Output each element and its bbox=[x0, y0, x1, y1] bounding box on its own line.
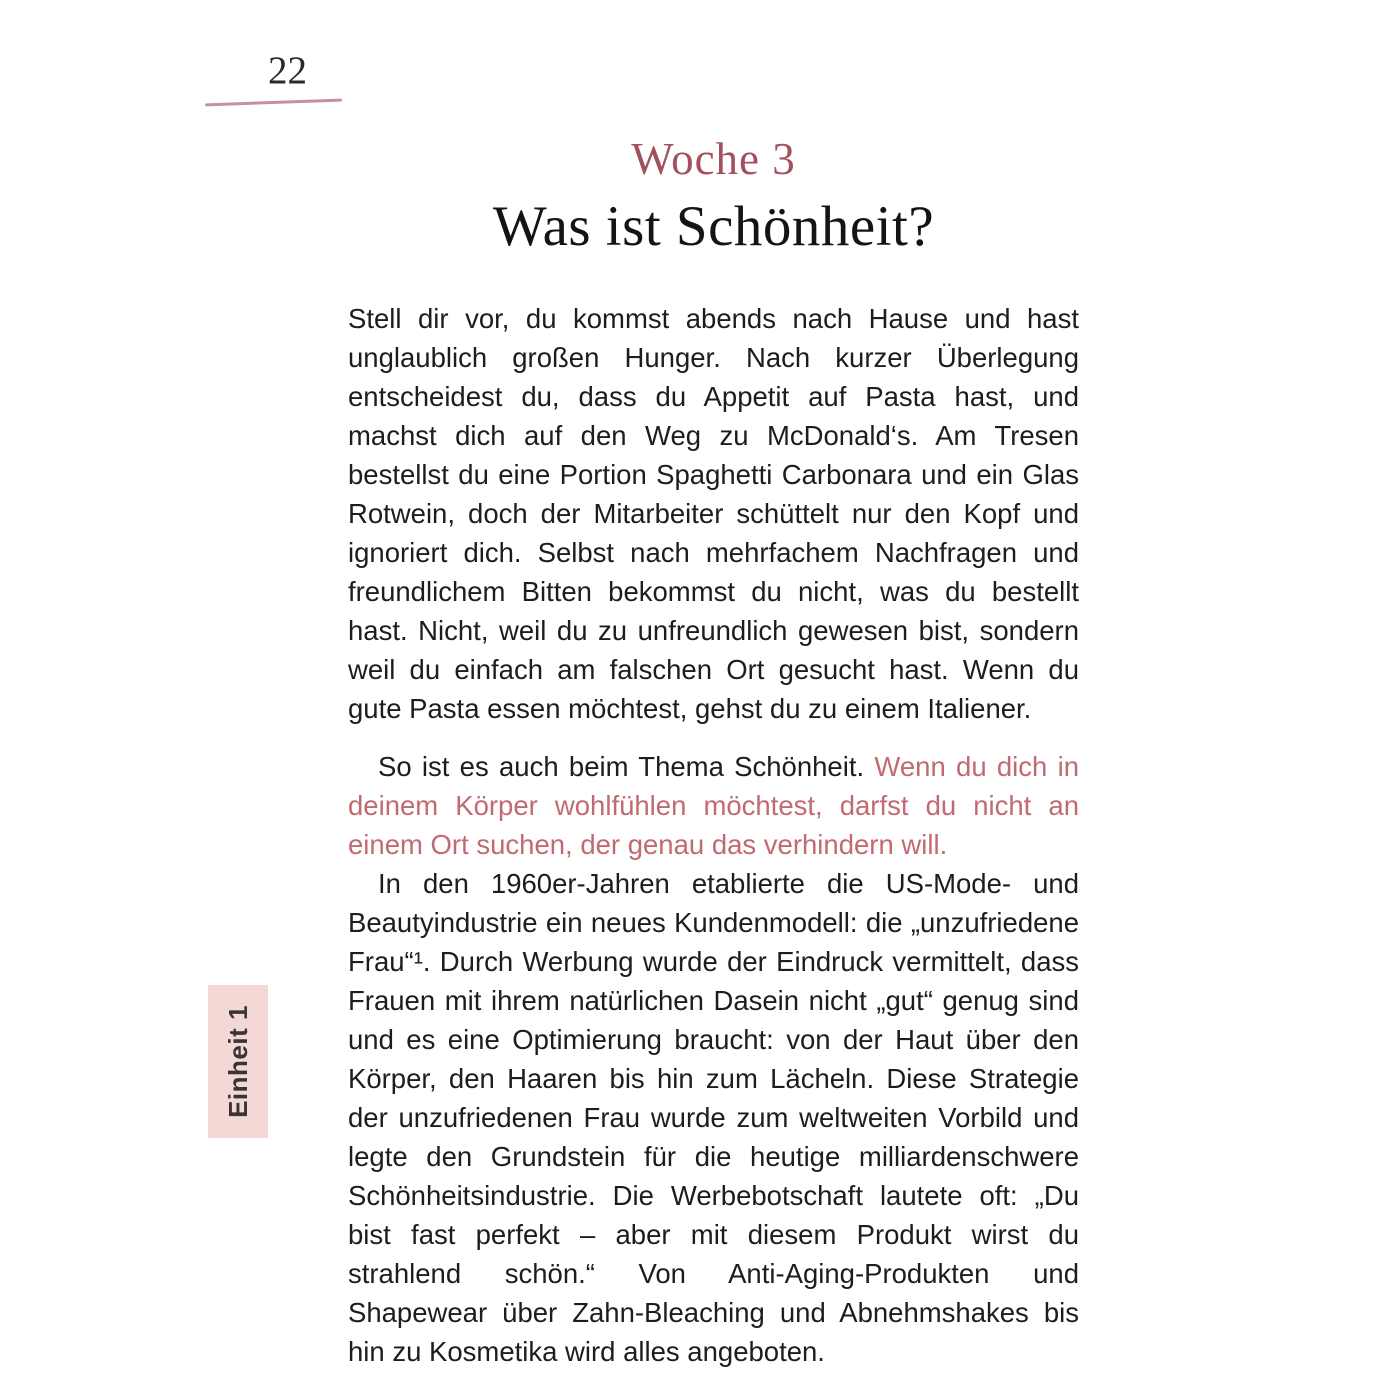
unit-tab-label: Einheit 1 bbox=[222, 1005, 253, 1118]
paragraph-highlighted-rose-text: Wenn du dich in deinem Körper wohlfühlen möchtest, darfst du nicht an einem Ort suchen, der genau das verhindern will. bbox=[348, 751, 1080, 860]
chapter-kicker: Woche 3 bbox=[631, 134, 796, 184]
unit-tab bbox=[208, 985, 268, 1138]
page-title: Was ist Schönheit? bbox=[492, 194, 935, 258]
body-text-column bbox=[348, 299, 1079, 1371]
paragraph-history: In den 1960er-Jahren etablierte die US-Mode- und Beautyindustrie ein neues Kundenmodell: die „unzufriedene Frau“¹. Durch Werbung wurde der Eindruck vermittelt, dass Frauen mit ihrem natürlichen Dasein nicht „gut“ genug sind und es eine Optimierung braucht: von der Haut über den Körper, den Haaren bis hin zum Lächeln. Diese Strategie der unzufriedenen Frau wurde zum weltweiten Vorbild und legte den Grundstein für die heutige milliardenschwere Schönheitsindustrie. Die Werbebotschaft lautete oft: „Du bist fast perfekt – aber mit diesem Produkt wirst du strahlend schön.“ Von Anti-Aging-Produkten und Shapewear über Zahn-Bleaching und Abnehmshakes bis hin zu Kosmetika wird alles angeboten. bbox=[348, 868, 1079, 1367]
paragraph-highlighted bbox=[348, 747, 1079, 864]
page-number: 22 bbox=[268, 49, 307, 92]
page-header bbox=[348, 134, 1079, 258]
page-number-rule bbox=[205, 99, 342, 107]
paragraph-intro-story: Stell dir vor, du kommst abends nach Hause und hast unglaublich großen Hunger. Nach kurzer Überlegung entscheidest du, dass du Appetit auf Pasta hast, und machst dich auf den Weg zu McDonald‘s. Am Tresen bestellst du eine Portion Spaghetti Carbonara und ein Glas Rotwein, doch der Mitarbeiter schüttelt nur den Kopf und ignoriert dich. Selbst nach mehrfachem Nachfragen und freundlichem Bitten bekommst du nicht, was du bestellt hast. Nicht, weil du zu unfreundlich gewesen bist, sondern weil du einfach am falschen Ort gesucht hast. Wenn du gute Pasta essen möchtest, gehst du zu einem Italiener. bbox=[348, 303, 1079, 724]
paragraph-highlighted-intro: So ist es auch beim Thema Schönheit. bbox=[378, 751, 865, 782]
